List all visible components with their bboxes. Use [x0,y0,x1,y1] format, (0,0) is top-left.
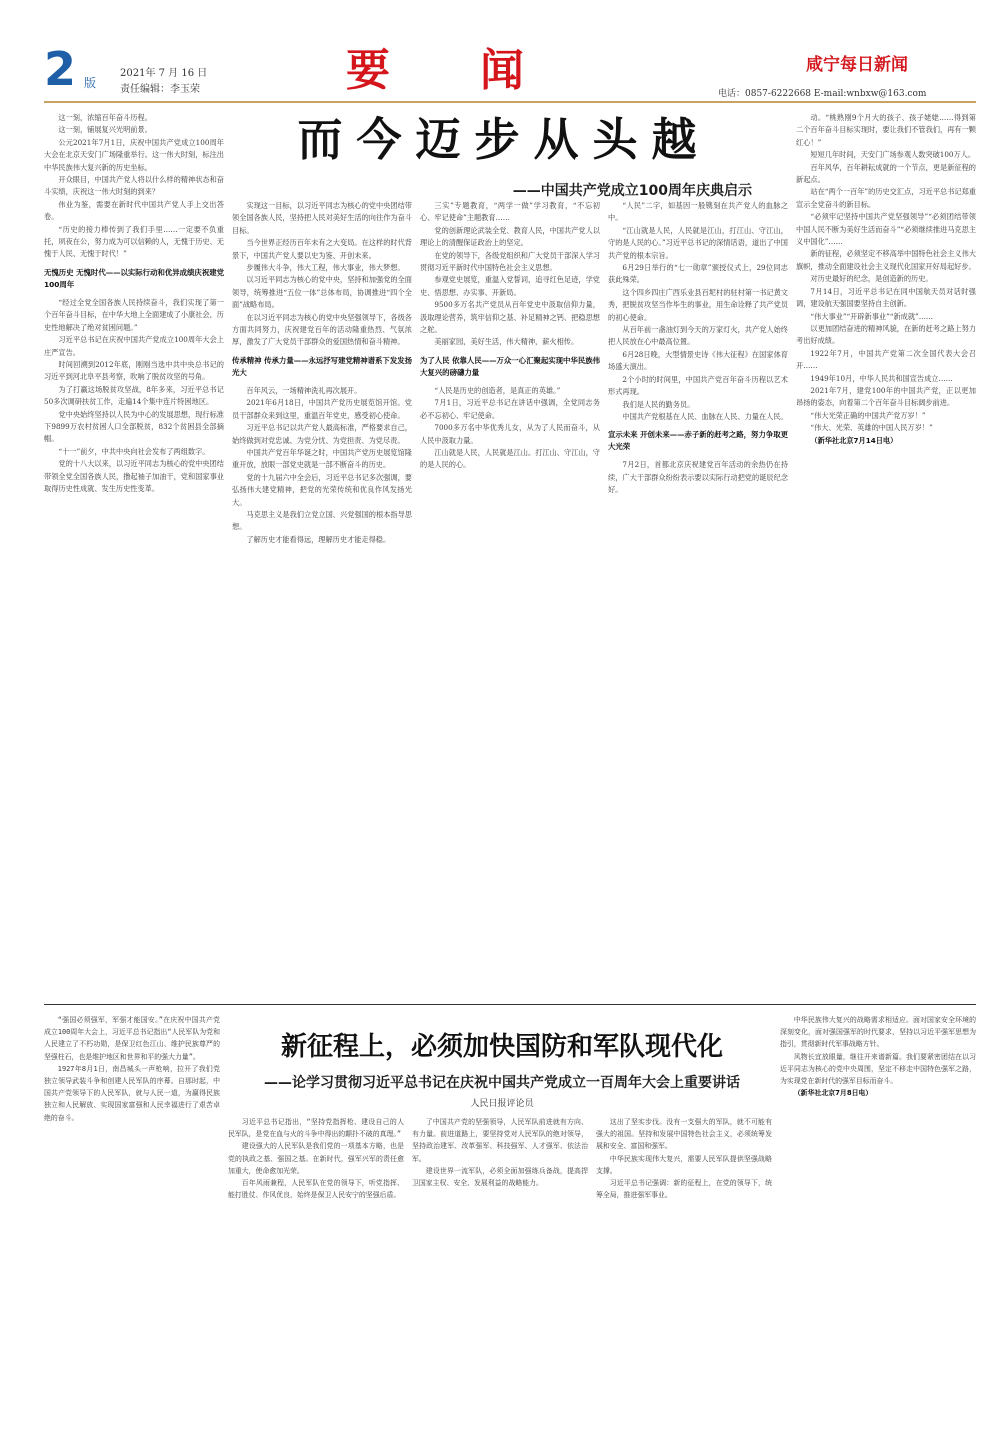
bottom-divider [44,1004,976,1005]
paragraph: 党中央始终坚持以人民为中心的发展思想，现行标准下9899万农村贫困人口全部脱贫，832个贫困县全部摘帽。 [44,409,224,444]
paragraph: 以更加团结奋进的精神风貌，在新的赶考之路上努力考出好成绩。 [796,323,976,346]
paragraph: “江山就是人民，人民就是江山，打江山、守江山，守的是人民的心。”习近平总书记的深情话语，道出了中国共产党的根本宗旨。 [608,225,788,260]
paragraph: 7000多万名中华优秀儿女，从为了人民而奋斗，从人民中汲取力量。 [420,423,600,445]
paragraph: 建设强大的人民军队是我们党的一项基本方略，也是党的执政之基、强国之基。在新时代，强军兴军的责任愈加重大，使命愈加光荣。 [228,1142,404,1175]
bottom-signoff: （新华社北京7月8日电） [793,1089,873,1098]
paragraph: 在党的领导下，各级党组织和广大党员干部深入学习贯彻习近平新时代中国特色社会主义思想。 [420,250,600,273]
bottom-article-title: 新征程上，必须加快国防和军队现代化 [280,1032,723,1062]
paragraph: “十一”前夕，中共中央向社会发布了两组数字。 [58,446,210,456]
page-header [0,0,1000,104]
paragraph: 2个小时的时间里，中国共产党百年奋斗历程以艺术形式再现。 [608,374,788,397]
paragraph: 参观党史展览，重温入党誓词，追寻红色足迹，学党史、悟思想、办实事、开新局。 [420,275,600,297]
paragraph: 短短几年时间，天安门广场参观人数突破100万人。 [810,150,976,160]
article-column-4 [608,200,788,1000]
paragraph: “伟大、光荣、英雄的中国人民万岁！” [810,423,933,433]
section-title: 要闻 [346,45,614,96]
bottom-column-4 [596,1116,772,1426]
paragraph: 这一刻，铺展复兴光明前景。 [58,125,152,135]
paragraph: 建设世界一流军队，必须全面加强练兵备战，提高捍卫国家主权、安全、发展利益的战略能力。 [412,1166,588,1188]
article-column-2 [232,200,412,1000]
paragraph: 伟业为鉴，需要在新时代中国共产党人手上交出答卷。 [44,199,224,222]
paragraph: 6月28日晚，大型情景史诗《伟大征程》在国家体育场盛大演出。 [608,349,788,372]
paragraph: 以习近平同志为核心的党中央，坚持和加强党的全面领导，统筹推进“五位一体”总体布局，协调推进“四个全面”战略布局。 [232,275,412,310]
bottom-column-2 [228,1116,404,1426]
paragraph: “伟大事业”“开辟新事业”“新成就”…… [810,311,934,321]
paragraph: 风物长宜放眼量，继往开来谱新篇。我们要紧密团结在以习近平同志为核心的党中央周围，坚定不移走中国特色强军之路，为实现党在新时代的强军目标而奋斗。 [780,1052,976,1086]
paragraph: “伟大光荣正确的中国共产党万岁！” [810,410,926,420]
contact-info: 电话：0857-6222668 E-mail:wnbxw@163.com [718,89,927,99]
paragraph: 党的十九届六中全会后，习近平总书记多次强调，要弘扬伟大建党精神，把党的光荣传统和优良作风发扬光大。 [232,472,412,507]
paragraph: 开众眼目，中国共产党人将以什么样的精神状态和奋斗实绩，庆祝这一伟大时刻的到来？ [44,175,224,197]
paragraph: 美丽家园，美好生活，伟大精神，薪火相传。 [434,337,579,347]
editor-credit: 责任编辑：李玉荣 [120,84,200,95]
paragraph: 6月29日举行的“七一勋章”颁授仪式上，29位同志获此殊荣。 [608,263,788,285]
paragraph: “经过全党全国各族人民持续奋斗，我们实现了第一个百年奋斗目标，在中华大地上全面建成了小康社会，历史性地解决了绝对贫困问题。” [44,297,224,332]
paragraph: 了中国共产党的坚强领导，人民军队前进就有方向、有力量。前进道路上，要坚持党对人民军队的绝对领导，坚持政治建军、改革强军、科技强军、人才强军、依法治军。 [412,1118,588,1163]
paragraph: 从百年前一盏油灯到今天的万家灯火，共产党人始终把人民放在心中最高位置。 [608,325,788,347]
paragraph: “必须牢记坚持中国共产党坚强领导”“必须团结带领中国人民不断为美好生活而奋斗”“必须继续推进马克思主义中国化”…… [796,212,976,247]
section-subhead: 传承精神 传承力量——永远抒写建党精神谱系下发发扬光大 [232,355,412,377]
paragraph: 这个四乡四庄广西乐业县百坭村的驻村第一书记黄文秀，把脱贫攻坚当作毕生的事业，用生命诠释了共产党员的初心使命。 [608,287,788,322]
paragraph: 2021年7月，建党100年的中国共产党，正以更加昂扬的姿态，向着第二个百年奋斗目标阔步前进。 [796,385,976,408]
paragraph: 步履伟大斗争，伟大工程，伟大事业，伟大梦想。 [246,263,405,273]
page-suffix: 版 [84,76,97,90]
article-headline: 而今迈步从头越 [297,113,711,166]
article-column-3 [420,200,600,1000]
paragraph: 7月2日，首都北京庆祝建党百年活动的余热仍在持续，广大干部群众纷纷表示要以实际行动把党的诞辰纪念好。 [608,460,788,495]
header-divider [44,101,976,103]
issue-date: 2021年 7 月 16 日 [120,68,208,79]
paragraph: “人民”二字，如基因一般镌刻在共产党人的血脉之中。 [608,201,788,223]
paragraph: 中国共产党根基在人民、血脉在人民、力量在人民。 [622,411,788,421]
page-number: 2 [44,42,77,96]
section-subhead: 为了人民 依靠人民——万众一心汇聚起实现中华民族伟大复兴的磅礴力量 [420,355,600,377]
paragraph: 动。“桃熟刚9个月大的孩子、孩子姥姥……得到第二个百年奋斗目标实现时，要让我们不管我们，再有一颗红心！” [796,113,976,147]
paragraph: 这出了坚实步伐。没有一支强大的军队，就不可能有强大的祖国。坚持和发展中国特色社会主义，必须统筹发展和安全、富国和强军。 [596,1118,772,1151]
paragraph: 7月1日，习近平总书记在讲话中强调，全党同志务必不忘初心、牢记使命。 [420,398,600,420]
newspaper-brand: 咸宁每日新闻 [806,55,908,75]
paragraph: “人民是历史的创造者，是真正的英雄。” [434,385,561,395]
paragraph: 我们是人民的勤务员。 [622,399,695,409]
paragraph: 1949年10月，中华人民共和国宣告成立…… [810,373,953,383]
paragraph: 三实”专题教育，“两学一做”学习教育，“不忘初心、牢记使命”主题教育…… [420,201,600,223]
paragraph: 时间回溯到2012年底，刚刚当选中共中央总书记的习近平到河北阜平县考察，吹响了脱贫攻坚的号角。 [44,359,224,382]
paragraph: 习近平总书记以共产党人最高标准，严格要求自己，始终做到对党忠诚、为党分忧、为党担责、为党尽责。 [232,423,412,445]
bottom-column-1 [44,1014,220,1426]
paragraph: 1927年8月1日，南昌城头一声枪响，拉开了我们党独立领导武装斗争和创建人民军队的序幕。自那时起，中国共产党领导下的人民军队，就与人民一道，为赢得民族独立和人民解放、实现国家富强和人民幸福进行了艰苦卓绝的奋斗。 [44,1064,220,1122]
bottom-article-subtitle: ——论学习贯彻习近平总书记在庆祝中国共产党成立一百周年大会上重要讲话 [264,1075,740,1091]
paragraph: 习近平总书记指出，“坚持党指挥枪、建设自己的人民军队，是党在血与火的斗争中得出的颠扑不破的真理。” [228,1118,404,1139]
paragraph: 为了打赢这场脱贫攻坚战，8年多来，习近平总书记50多次调研扶贫工作，走遍14个集中连片特困地区。 [44,384,224,407]
bottom-article-byline: 人民日报评论员 [470,1099,534,1109]
paragraph: 习近平总书记在庆祝中国共产党成立100周年大会上庄严宣告。 [44,335,224,357]
paragraph: 中华民族伟大复兴的战略需求相适应。面对国家安全环境的深刻变化，面对强国强军的时代要求，坚持以习近平强军思想为指引，贯彻新时代军事战略方针。 [780,1016,976,1049]
paragraph: 中国共产党百年华诞之时，中国共产党历史展览馆隆重开放，放眼一部党史就是一部不断奋斗的历史。 [232,447,412,470]
paragraph: 实现这一目标，以习近平同志为核心的党中央团结带领全国各族人民，坚持把人民对美好生活的向往作为奋斗目标。 [232,201,412,235]
article-column-5 [796,112,976,1000]
paragraph: 百年风云，一场精神洗礼再次展开。 [246,385,362,395]
paragraph: 中华民族实现伟大复兴，需要人民军队提供坚强战略支撑。 [596,1154,772,1175]
paragraph: 7月14日，习近平总书记在同中国航天员对话时强调，建设航天强国要坚持自主创新。 [796,286,976,309]
article-column-1 [44,112,224,1000]
paragraph: 这一刻，浓缩百年奋斗历程。 [58,113,152,122]
paragraph: “历史的接力棒传到了我们手里……一定要不负重托，夙夜在公，努力成为可以信赖的人，无愧于历史、无愧于人民、无愧于时代！” [44,224,224,259]
article-signoff: （新华社北京7月14日电） [810,435,898,445]
paragraph: 站在“两个一百年”的历史交汇点，习近平总书记郑重宣示全党奋斗的新目标。 [796,187,976,209]
bottom-column-5 [780,1014,976,1426]
paragraph: 党的十八大以来，以习近平同志为核心的党中央团结带领全党全国各族人民，撸起袖子加油干，党和国家事业取得历史性成就、发生历史性变革。 [44,459,224,493]
article-subheadline: ——中国共产党成立100周年庆典启示 [512,183,752,199]
section-subhead: 宣示未来 开创未来——赤子新的赶考之路，努力争取更大光荣 [608,430,788,452]
paragraph: 9500多万名共产党员从百年党史中汲取信仰力量，汲取理论营养，筑牢信仰之基、补足精神之钙、把稳思想之舵。 [420,300,600,335]
paragraph: “强国必须强军，军强才能国安。”在庆祝中国共产党成立100周年大会上，习近平总书记指出“人民军队为党和人民建立了不朽功勋，是保卫红色江山、维护民族尊严的坚强柱石，也是维护地区和世界和平的强大力量”。 [44,1016,220,1061]
paragraph: 了解历史才能看得远，理解历史才能走得稳。 [246,534,391,544]
paragraph: 1922年7月，中国共产党第二次全国代表大会召开…… [796,348,976,371]
paragraph: 新的征程，必须坚定不移高举中国特色社会主义伟大旗帜，推动全面建设社会主义现代化国家开好局起好步。 [796,249,976,271]
paragraph: 在以习近平同志为核心的党中央坚强领导下，各级各方面共同努力，庆祝建党百年的活动隆重热烈、气氛浓厚，激发了广大党员干部群众的爱国热情和奋斗精神。 [232,312,412,347]
paragraph: 当今世界正经历百年未有之大变局。在这样的时代背景下，中国共产党人要以史为鉴、开创未来。 [232,238,412,260]
paragraph: 对历史最好的纪念，是创造新的历史。 [810,274,933,284]
paragraph: 马克思主义是我们立党立国、兴党强国的根本指导思想。 [232,509,412,532]
paragraph: 公元2021年7月1日，庆祝中国共产党成立100周年大会在北京天安门广场隆重举行。这一伟大时刻，标注出中华民族伟大复兴新的历史坐标。 [44,137,224,172]
bottom-column-3 [412,1116,588,1426]
section-subhead: 无愧历史 无愧时代——以实际行动和优异成绩庆祝建党100周年 [44,267,224,289]
paragraph: 百年风雨兼程，人民军队在党的领导下，听党指挥、能打胜仗、作风优良，始终是保卫人民安宁的坚强后盾。 [228,1179,404,1200]
paragraph: 党的创新理论武装全党、教育人民，中国共产党人以理论上的清醒保证政治上的坚定。 [420,225,600,248]
paragraph: 习近平总书记强调：新的征程上，在党的领导下，统筹全局，推进强军事业。 [596,1179,772,1200]
paragraph: 百年风华，百年耕耘成就的一个节点，更是新征程的新起点。 [796,162,976,185]
paragraph: 2021年6月18日，中国共产党历史展览馆开馆。党员干部群众来到这里，重温百年党史，感受初心使命。 [232,398,412,420]
paragraph: 江山就是人民，人民就是江山。打江山、守江山，守的是人民的心。 [420,447,600,470]
